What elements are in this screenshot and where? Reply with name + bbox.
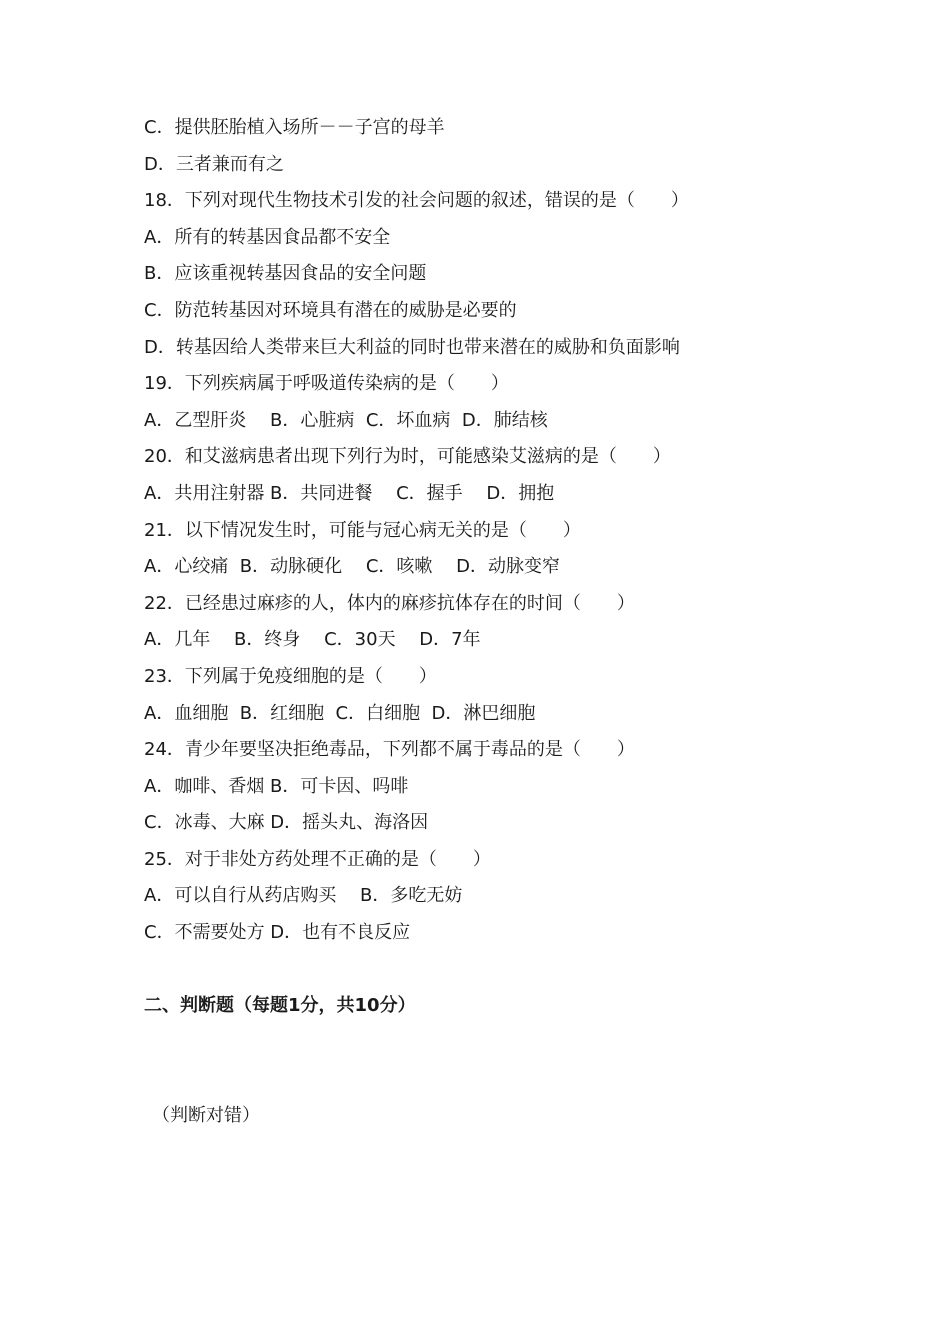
question-29 [144,1171,814,1208]
question-28 [144,1135,814,1172]
options-cd-q25: C．不需要处方 D．也有不良反应 [144,922,411,944]
options-ab-q24: A．咖啡、香烟 B．可卡因、吗啡 [144,775,409,797]
question-19: 19．下列疾病属于呼吸道传染病的是（ ） [144,373,509,395]
question-list [144,110,814,1208]
question-25: 25．对于非处方药处理不正确的是（ ） [144,848,491,870]
option-a-q18: A．所有的转基因食品都不安全 [144,226,391,248]
question-24: 24．青少年要坚决拒绝毒品，下列都不属于毒品的是（ ） [144,739,635,761]
section-heading-judgement: 二、判断题（每题1分，共10分） [144,995,416,1017]
option-c-q17: C．提供胚胎植入场所－－子宫的母羊 [144,117,445,138]
question-22: 22．已经患过麻疹的人，体内的麻疹抗体存在的时间（ ） [144,592,635,614]
question-23: 23．下列属于免疫细胞的是（ ） [144,665,437,687]
options-ab-q25: A．可以自行从药店购买 B．多吃无妨 [144,885,463,907]
options-q20: A．共用注射器 B．共同进餐 C．握手 D．拥抱 [144,482,555,504]
options-q19: A．乙型肝炎 B．心脏病 C．坏血病 D．肺结核 [144,409,548,431]
options-q21: A．心绞痛 B．动脉硬化 C．咳嗽 D．动脉变窄 [144,556,560,578]
options-q23: A．血细胞 B．红细胞 C．白细胞 D．淋巴细胞 [144,702,536,724]
question-20: 20．和艾滋病患者出现下列行为时，可能感染艾滋病的是（ ） [144,446,671,468]
option-b-q18: B．应该重视转基因食品的安全问题 [144,263,427,285]
question-27-continuation: （判断对错） [152,1105,260,1127]
question-21: 21．以下情况发生时，可能与冠心病无关的是（ ） [144,519,581,541]
question-27 [144,1061,814,1098]
option-d-q17: D．三者兼而有之 [144,153,284,175]
question-26 [144,1025,814,1062]
option-c-q18: C．防范转基因对环境具有潜在的威胁是必要的 [144,299,517,321]
section-gap [144,952,814,989]
options-cd-q24: C．冰毒、大麻 D．摇头丸、海洛因 [144,812,429,834]
options-q22: A．几年 B．终身 C．30天 D．7年 [144,629,481,651]
option-d-q18: D．转基因给人类带来巨大利益的同时也带来潜在的威胁和负面影响 [144,336,680,358]
question-18: 18．下列对现代生物技术引发的社会问题的叙述，错误的是（ ） [144,190,689,212]
